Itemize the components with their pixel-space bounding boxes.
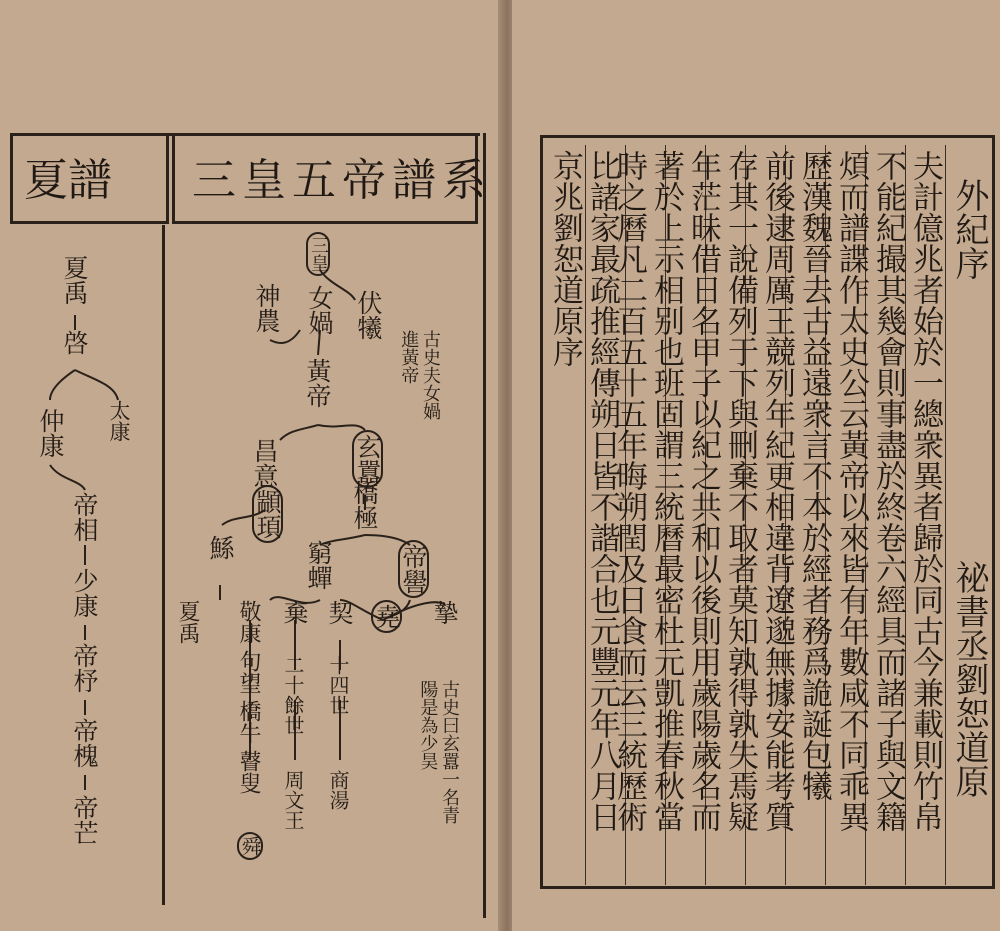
node-changyi: 昌意: [250, 438, 279, 488]
xia-title: 夏譜: [24, 155, 112, 206]
text-column-8: 著於上示相别也班固謂三統曆最密杜元凱推春秋當: [648, 150, 684, 832]
main-title: 三皇五帝譜系: [192, 155, 492, 206]
node-qi-zhou: 棄: [280, 600, 309, 625]
node-shaokang: 少康: [70, 568, 99, 618]
node-jingkang: 敬康: [236, 600, 261, 644]
text-column-5: 前後逮周厲王競列年紀更相違背遼邈無據安能考質: [759, 150, 795, 832]
node-zhi: 摯: [430, 600, 459, 625]
node-xia-yu: 夏禹: [60, 255, 89, 305]
node-dizhu: 帝杼: [70, 643, 99, 693]
node-diku: 帝嚳: [398, 540, 429, 598]
node-taikang: 太康: [107, 400, 131, 442]
text-column-6: 存其一說備列于下與刪棄不取者莫知孰得孰失焉疑: [722, 150, 758, 832]
node-shun: 舜: [237, 832, 263, 860]
node-huangdi: 黃帝: [303, 358, 332, 408]
node-shisishi: 十四世: [326, 655, 350, 715]
node-qiongchan: 窮蟬: [304, 540, 333, 590]
text-column-9: 時之曆凡二百五十五年晦朔閏及日食而云三統歷術: [611, 150, 647, 832]
col-rule: [945, 145, 946, 885]
node-dimang: 帝芒: [70, 795, 99, 845]
node-xiayu-main: 夏禹: [175, 600, 200, 644]
text-column-3: 煩而譜諜作太史公云黃帝以來皆有年數咸不同乖異: [833, 150, 869, 832]
text-column-7: 年茫昧借日名甲子以紀之共和以後則用歲陽歲名而: [685, 150, 721, 832]
text-column-10: 比諸家最疏推經傳朔日皆不諧合也元豐元年八月日: [584, 150, 620, 832]
node-juwang: 句望: [236, 650, 261, 694]
node-zhouwenwang: 周文王: [281, 770, 305, 830]
node-shangtang: 商湯: [326, 770, 350, 810]
node-dixiang: 帝相: [70, 492, 99, 542]
node-gun: 鯀: [206, 535, 235, 560]
node-shennong: 神農: [252, 283, 281, 333]
node-qi: 啓: [60, 330, 89, 355]
node-xuanxiao: 玄囂: [352, 430, 383, 488]
node-fuxi: 伏犧: [354, 290, 383, 340]
signature: 祕書丞劉恕道原: [949, 560, 989, 798]
node-gusou: 瞽叟: [236, 750, 261, 794]
node-nuwa: 女媧: [305, 285, 334, 335]
node-zhongkang: 仲康: [36, 408, 65, 458]
node-three-sovereigns: 三皇: [306, 232, 330, 276]
node-xie: 契: [325, 600, 354, 625]
node-dihuai: 帝槐: [70, 718, 99, 768]
note-xuanxiao: 古史曰玄囂一名青陽是為少昊: [417, 680, 460, 824]
node-qiaoniu: 橋牛: [236, 700, 261, 744]
text-column-11: 京兆劉恕道原序: [547, 150, 583, 367]
text-column-4: 歷漢魏晉去古益遠衆言不本於經者務爲詭誕包犧: [796, 150, 832, 801]
text-column-2: 不能紀撮其幾會則事盡於終卷六經具而諸子與文籍: [870, 150, 906, 832]
node-qiaoji: 橋極: [350, 480, 379, 530]
text-column-1: 夫計億兆者始於一總衆異者歸於同古今兼載則竹帛: [907, 150, 943, 832]
node-ershi: 二十餘世: [281, 655, 305, 735]
preface-heading: 外紀序: [949, 178, 989, 280]
node-zhuanxu: 顓頊: [252, 485, 283, 543]
note-nuwa: 古史夫女媧進黃帝: [398, 330, 441, 420]
node-yao: 堯: [371, 600, 402, 633]
